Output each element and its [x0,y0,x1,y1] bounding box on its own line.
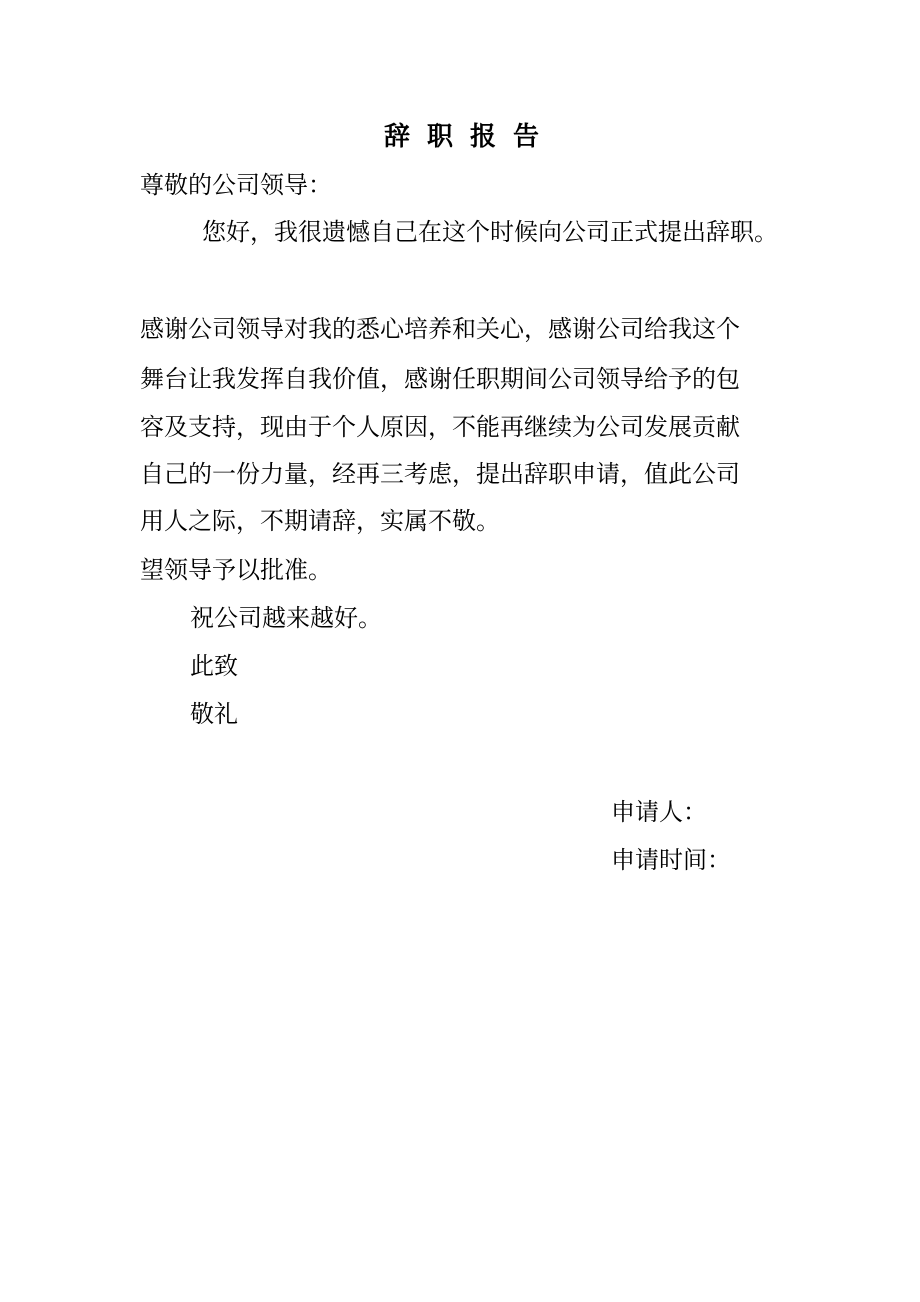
opening-line: 您好，我很遗憾自己在这个时候向公司正式提出辞职。 [202,218,778,246]
body-line: 感谢公司领导对我的悉心培养和关心，感谢公司给我这个 [140,315,740,343]
date-label: 申请时间： [611,846,731,874]
document-title: 辞职报告 [384,122,557,152]
request-line: 望领导予以批准。 [140,556,332,584]
body-line: 舞台让我发挥自我价值，感谢任职期间公司领导给予的包 [140,365,740,393]
closing-line-1: 此致 [190,652,238,680]
applicant-label: 申请人： [611,798,707,826]
body-line: 用人之际，不期请辞，实属不敬。 [140,507,500,535]
salutation: 尊敬的公司领导： [140,171,332,199]
wish-line: 祝公司越来越好。 [190,604,382,632]
body-line: 容及支持，现由于个人原因，不能再继续为公司发展贡献 [140,413,740,441]
body-line: 自己的一份力量，经再三考虑，提出辞职申请，值此公司 [140,460,740,488]
closing-line-2: 敬礼 [190,700,238,728]
